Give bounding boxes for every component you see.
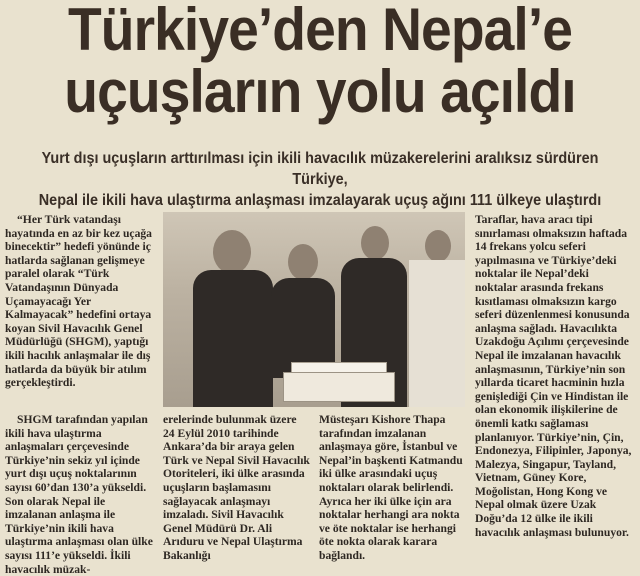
deck bbox=[30, 148, 610, 211]
news-photo bbox=[163, 212, 465, 407]
headline-line-1: Türkiye’den Nepal’e bbox=[67, 0, 573, 63]
article-column-2 bbox=[163, 413, 310, 563]
article-paragraph: Taraflar, hava aracı tipi sınırlaması olmaksızın haftada 14 frekans yolcu seferi yapılmasına ve Türkiye’deki noktalar ile Nepal’deki noktalar arasında frekans kısıtlaması olmaksızın kargo seferi düzenlenmesi konusunda anlaşma sağladı. Havacılıkta Uzakdoğu Açılımı çerçevesinde Nepal ile imzalanan havacılık anlaşmasının, Türkiye’nin son yıllarda ticaret hacminin hızla genişlediği Çin ve Hindistan ile olan ekonomik ilişkilerine de önemli katkı sağlaması planlanıyor. Türkiye’nin, Çin, Endonezya, Filipinler, Japonya, Malezya, Singapur, Tayland, Vietnam, Güney Kore, Moğolistan, Hong Kong ve Nepal olmak üzere Uzak Doğu’da 12 ülke ile ikili havacılık anlaşması bulunuyor. bbox=[475, 213, 632, 539]
article-paragraph: “Her Türk vatandaşı hayatında en az bir kez uçağa binecektir” hedefi yönünde iç hatlarda sağlanan gelişmeye paralel olarak “Türk Vatandaşının Dünyada Uçamayacağı Yer Kalmayacak” hedefini ortaya koyan Sivil Havacılık Genel Müdürlüğü (SHGM), yaptığı ikili hacılık anlaşmalar ile dış hatlarda da büyük bir atılım gerçekleştirdi. bbox=[5, 213, 152, 390]
article-column-1-top bbox=[5, 213, 153, 390]
article-paragraph: erelerinde bulunmak üzere 24 Eylül 2010 tarihinde Ankara’da bir araya gelen Türk ve Nepal Sivil Havacılık Otoriteleri, iki ülke arasında uçuşların başlamasını sağlayacak anlaşmayı imzaladı. Sivil Havacılık Genel Müdürü Dr. Ali Arıduru ve Nepal Ulaştırma Bakanlığı bbox=[163, 413, 310, 562]
cake-shape bbox=[283, 372, 395, 402]
article-column-1-bottom bbox=[5, 413, 153, 576]
article-column-4 bbox=[475, 213, 633, 539]
article-paragraph: SHGM tarafından yapılan ikili hava ulaştırma anlaşmaları çerçevesinde Türkiye’nin sekiz yıl içinde yurt dışı uçuş noktalarının sayısı 60’dan 130’a yükseldi. Son olarak Nepal ile imzalanan anlaşma ile Türkiye’nin ikili hava ulaştırma anlaşması olan ülke sayısı 111’e yükseldi. İkili havacılık müzak- bbox=[5, 413, 153, 576]
article-paragraph: Müsteşarı Kishore Thapa tarafından imzalanan anlaşmaya göre, İstanbul ve Nepal’in başkenti Katmandu iki ülke arasındaki uçuş noktaları olarak belirlendi. Ayrıca her iki ülke için ara noktalar herhangi ara nokta ve öte noktalar ise herhangi öte nokta olarak karara bağlandı. bbox=[319, 413, 463, 562]
article-column-3 bbox=[319, 413, 463, 563]
deck-line-1: Yurt dışı uçuşların arttırılması için ikili havacılık müzakerelerini aralıksız sürdüren Türkiye, bbox=[41, 150, 599, 188]
headline-line-2: uçuşların yolu açıldı bbox=[64, 58, 576, 125]
deck-line-2: Nepal ile ikili hava ulaştırma anlaşması imzalayarak uçuş ağını 111 ülkeye ulaştırdı bbox=[38, 192, 602, 209]
